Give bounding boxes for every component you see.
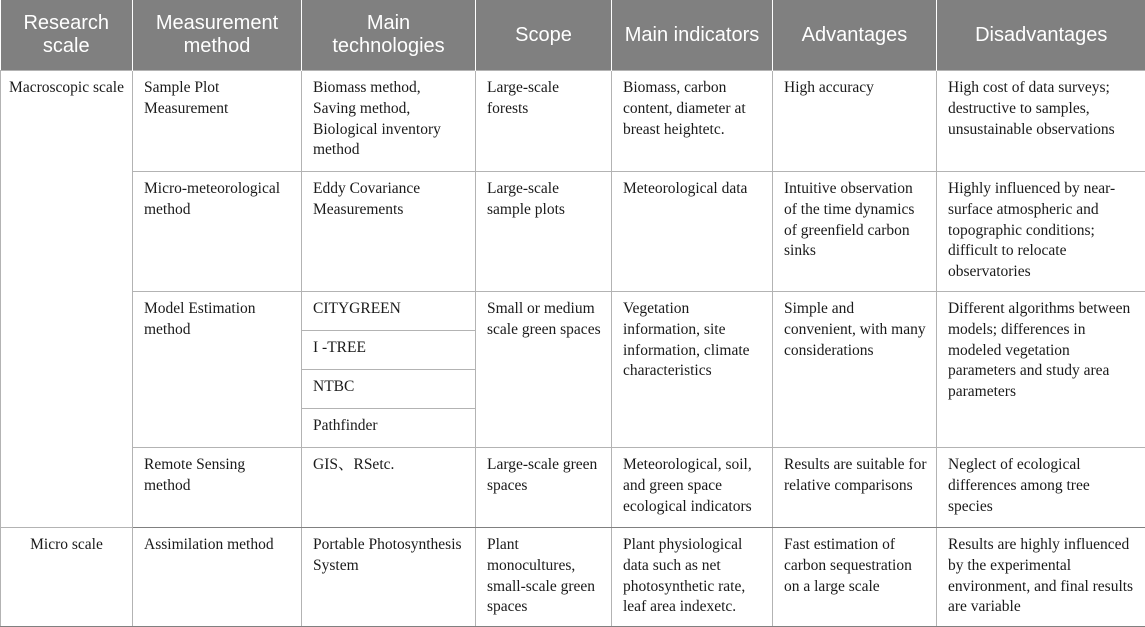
cell-method: Assimilation method <box>133 528 302 627</box>
cell-disadvantages: Results are highly influenced by the experimental environment, and final results are variable <box>937 528 1145 627</box>
cell-scope: Large-scale forests <box>476 71 612 172</box>
header-disadvantages: Disadvantages <box>937 0 1145 71</box>
header-scope: Scope <box>476 0 612 71</box>
header-research-scale: Research scale <box>1 0 133 71</box>
header-main-indicators: Main indicators <box>612 0 773 71</box>
table-body <box>1 71 1145 627</box>
cell-method: Sample Plot Measurement <box>133 71 302 172</box>
cell-technologies: GIS、RSetc. <box>302 448 476 528</box>
cell-advantages: Fast estimation of carbon sequestration on a large scale <box>773 528 937 627</box>
cell-technology: I -TREE <box>302 331 476 370</box>
header-advantages: Advantages <box>773 0 937 71</box>
cell-scope: Large-scale sample plots <box>476 172 612 292</box>
cell-technology: CITYGREEN <box>302 292 476 331</box>
cell-disadvantages: Neglect of ecological differences among tree species <box>937 448 1145 528</box>
cell-advantages: High accuracy <box>773 71 937 172</box>
cell-indicators: Vegetation information, site information, climate characteristics <box>612 292 773 448</box>
table-row <box>1 448 1145 528</box>
cell-method: Remote Sensing method <box>133 448 302 528</box>
cell-indicators: Plant physiological data such as net photosynthetic rate, leaf area indexetc. <box>612 528 773 627</box>
cell-technology: Pathfinder <box>302 409 476 448</box>
table-row <box>1 292 1145 331</box>
header-main-technologies: Main technologies <box>302 0 476 71</box>
cell-technologies: Eddy Covariance Measurements <box>302 172 476 292</box>
cell-advantages: Intuitive observation of the time dynamics of greenfield carbon sinks <box>773 172 937 292</box>
cell-scope: Small or medium scale green spaces <box>476 292 612 448</box>
cell-method: Model Estimation method <box>133 292 302 448</box>
cell-technologies: Portable Photosynthesis System <box>302 528 476 627</box>
cell-indicators: Meteorological data <box>612 172 773 292</box>
cell-advantages: Results are suitable for relative comparisons <box>773 448 937 528</box>
cell-disadvantages: High cost of data surveys; destructive to samples, unsustainable observations <box>937 71 1145 172</box>
cell-advantages: Simple and convenient, with many considerations <box>773 292 937 448</box>
cell-method: Micro-meteorological method <box>133 172 302 292</box>
table-row <box>1 71 1145 172</box>
header-measurement-method: Measurement method <box>133 0 302 71</box>
table-row <box>1 172 1145 292</box>
cell-disadvantages: Highly influenced by near-surface atmospheric and topographic conditions; difficult to relocate observatories <box>937 172 1145 292</box>
cell-technology: NTBC <box>302 370 476 409</box>
table-header <box>1 0 1145 71</box>
cell-scope: Plant monocultures, small-scale green spaces <box>476 528 612 627</box>
header-row <box>1 0 1145 71</box>
cell-indicators: Biomass, carbon content, diameter at breast heightetc. <box>612 71 773 172</box>
cell-indicators: Meteorological, soil, and green space ecological indicators <box>612 448 773 528</box>
table-row <box>1 528 1145 627</box>
cell-disadvantages: Different algorithms between models; differences in modeled vegetation parameters and study area parameters <box>937 292 1145 448</box>
group-macroscopic-scale: Macroscopic scale <box>1 71 133 528</box>
group-micro-scale: Micro scale <box>1 528 133 627</box>
cell-scope: Large-scale green spaces <box>476 448 612 528</box>
cell-technologies: Biomass method, Saving method, Biological inventory method <box>302 71 476 172</box>
